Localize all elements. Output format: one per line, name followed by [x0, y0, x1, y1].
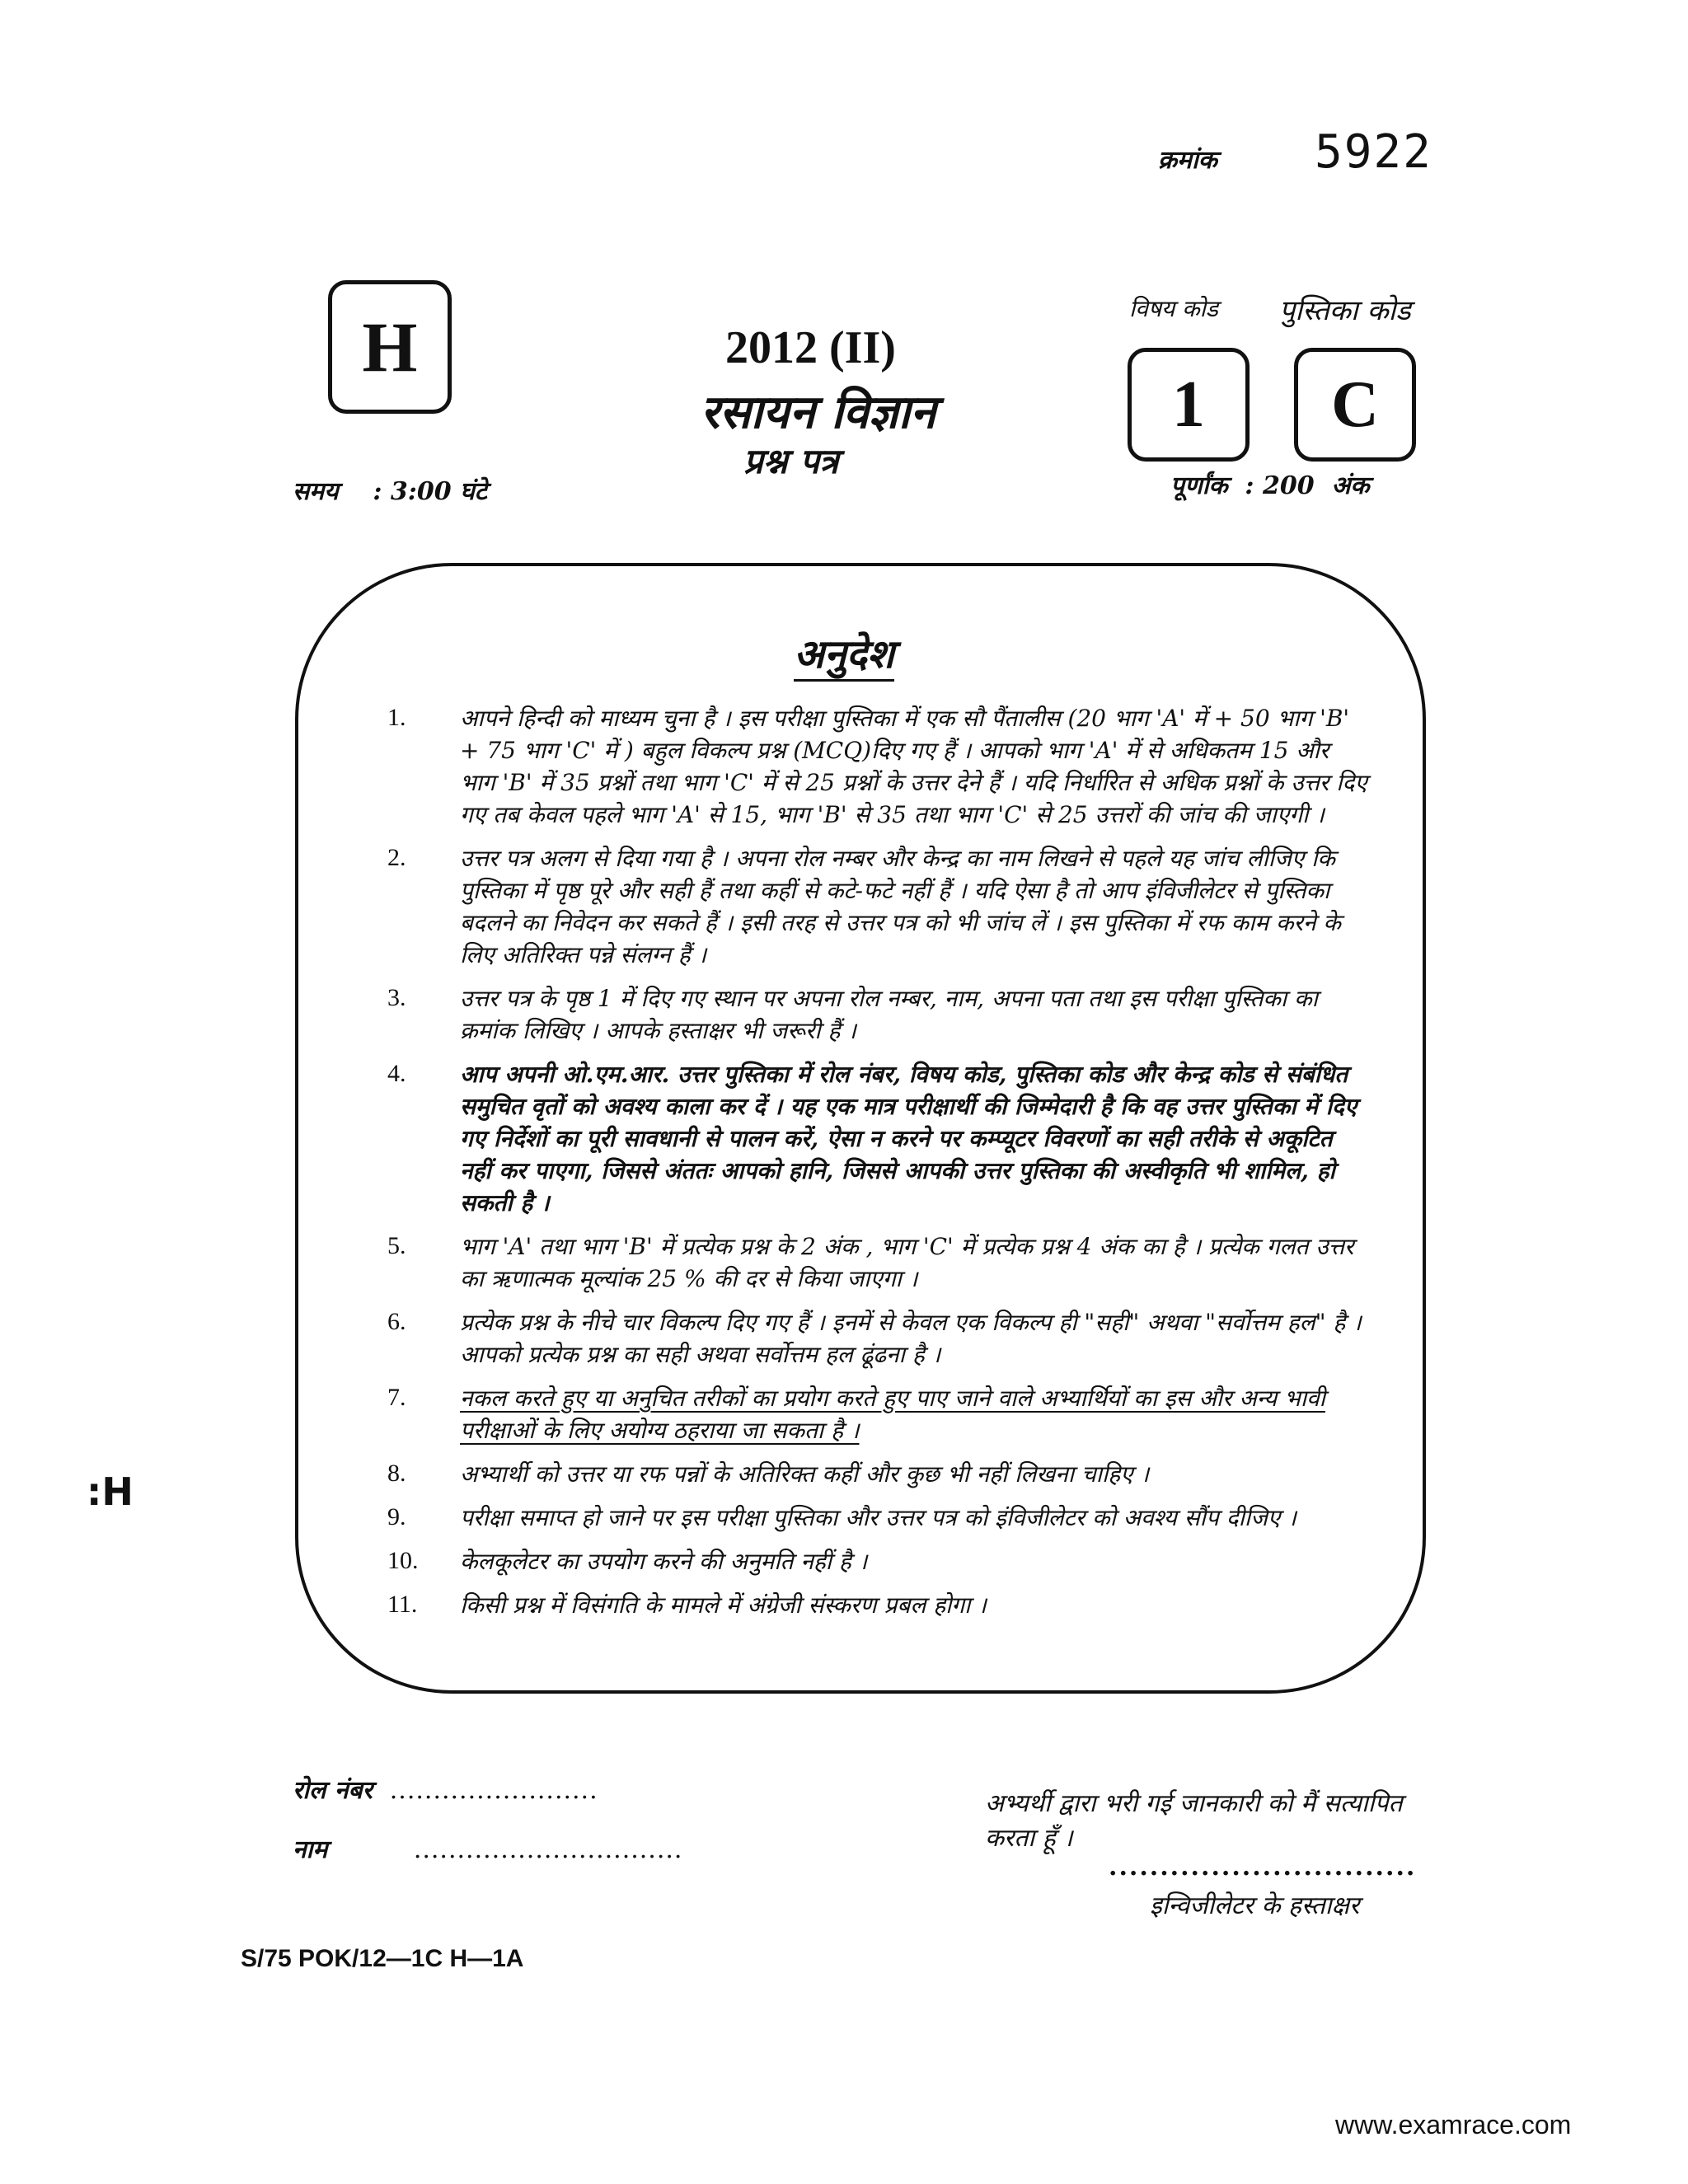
instruction-text: आपने हिन्दी को माध्यम चुना है । इस परीक्षा पुस्तिका में एक सौ पैंतालीस (20 भाग 'A' में + 50 भाग 'B' + 75 भाग 'C' में ) बहुल विकल्प प्रश्न (MCQ)दिए गए हैं । आपको भाग 'A' में से अधिकतम 15 और भाग 'B' में 35 प्रश्नों तथा भाग 'C' में से 25 प्रश्नों के उत्तर देने हैं । यदि निर्धारित से अधिक प्रश्नों के उत्तर दिए गए तब केवल पहले भाग 'A' से 15, भाग 'B' से 35 तथा भाग 'C' से 25 उत्तरों की जांच की जाएगी ।: [460, 705, 1367, 828]
roll-number-label: रोल नंबर: [293, 1776, 373, 1805]
instruction-number: 5.: [387, 1232, 406, 1259]
instruction-number: 2.: [387, 844, 406, 871]
marks-line: पूर्णांक : 200 अंक: [1170, 471, 1370, 500]
instruction-number: 8.: [387, 1460, 406, 1487]
instruction-list: [387, 702, 1368, 1633]
serial-label: क्रमांक: [1158, 146, 1217, 175]
signature-label: इन्विजीलेटर के हस्ताक्षर: [1150, 1891, 1360, 1920]
instruction-text: उत्तर पत्र अलग से दिया गया है । अपना रोल नम्बर और केन्द्र का नाम लिखने से पहले यह जांच लीजिए कि पुस्तिका में पृष्ठ पूरे और सही हैं तथा कहीं से कटे-फटे नहीं हैं । यदि ऐसा है तो आप इंविजीलेटर से पुस्तिका बदलने का निवेदन कर सकते हैं । इसी तरह से उत्तर पत्र को भी जांच लें । इस पुस्तिका में रफ काम करने के लिए अतिरिक्त पन्ने संलग्न हैं ।: [460, 845, 1341, 968]
instruction-item: [387, 1458, 1368, 1490]
instruction-number: 7.: [387, 1384, 406, 1411]
margin-mark: :H: [87, 1469, 134, 1514]
name-dots: ...............................: [413, 1835, 683, 1864]
instruction-number: 1.: [387, 704, 406, 731]
subject-code-box: 1: [1128, 348, 1250, 462]
booklet-code-box: C: [1294, 348, 1416, 462]
exam-year: 2012 (II): [725, 322, 896, 373]
instruction-text: अभ्यार्थी को उत्तर या रफ पन्नों के अतिरिक्त कहीं और कुछ भी नहीं लिखना चाहिए ।: [460, 1460, 1150, 1488]
instruction-text: केलकूलेटर का उपयोग करने की अनुमति नहीं है ।: [460, 1548, 868, 1575]
time-line: समय : 3:00 घंटे: [293, 477, 487, 506]
verification-text: अभ्यर्थी द्वारा भरी गई जानकारी को मैं सत्यापित करता हूँ ।: [985, 1789, 1403, 1853]
serial-number: 5922: [1315, 125, 1432, 179]
instruction-number: 10.: [387, 1547, 419, 1574]
instruction-item: [387, 1502, 1368, 1534]
instruction-text: उत्तर पत्र के पृष्ठ 1 में दिए गए स्थान पर अपना रोल नम्बर, नाम, अपना पता तथा इस परीक्षा पुस्तिका का क्रमांक लिखिए । आपके हस्ताक्षर भी जरूरी हैं ।: [460, 985, 1318, 1044]
instruction-item: [387, 1589, 1368, 1621]
instruction-item: [387, 1230, 1368, 1295]
name-line: [293, 1831, 682, 1865]
instruction-text: किसी प्रश्न में विसंगति के मामले में अंग्रेजी संस्करण प्रबल होगा ।: [460, 1591, 987, 1619]
instruction-item: [387, 702, 1368, 831]
language-code-box: H: [328, 280, 452, 414]
instruction-item: [387, 1382, 1368, 1446]
instruction-number: 11.: [387, 1591, 418, 1618]
signature-dots: ..............................: [1109, 1853, 1417, 1882]
roll-number-line: [293, 1772, 598, 1806]
instruction-text: नकल करते हुए या अनुचित तरीकों का प्रयोग करते हुए पाए जाने वाले अभ्यार्थियों का इस और अन्य भावी परीक्षाओं के लिए अयोग्य ठहराया जा सकता है ।: [460, 1385, 1325, 1444]
watermark: www.examrace.com: [1335, 2110, 1572, 2139]
instruction-text: परीक्षा समाप्त हो जाने पर इस परीक्षा पुस्तिका और उत्तर पत्र को इंविजीलेटर को अवश्य सौंप दीजिए ।: [460, 1504, 1296, 1531]
instructions-heading-text: अनुदेश: [794, 631, 893, 682]
instruction-text: भाग 'A' तथा भाग 'B' में प्रत्येक प्रश्न के 2 अंक , भाग 'C' में प्रत्येक प्रश्न 4 अंक का है । प्रत्येक गलत उत्तर का ऋणात्मक मूल्यांक 25 % की दर से किया जाएगा ।: [460, 1233, 1354, 1292]
instruction-item: [387, 1058, 1368, 1219]
subject-code-label: विषय कोड: [1129, 295, 1218, 322]
instruction-item: [387, 982, 1368, 1047]
instructions-heading: [0, 626, 1688, 680]
instruction-number: 9.: [387, 1503, 406, 1530]
paper-type: प्रश्न पत्र: [743, 441, 839, 481]
instruction-number: 3.: [387, 984, 406, 1011]
instruction-item: [387, 1545, 1368, 1577]
document-code: S/75 POK/12—1C H—1A: [241, 1945, 524, 1972]
instruction-number: 6.: [387, 1308, 406, 1335]
instruction-item: [387, 842, 1368, 971]
instruction-text: आप अपनी ओ.एम.आर. उत्तर पुस्तिका में रोल नंबर, विषय कोड, पुस्तिका कोड और केन्द्र कोड से संबंधित समुचित वृतों को अवश्य काला कर दें । यह एक मात्र परीक्षार्थी की जिम्मेदारी है कि वह उत्तर पुस्तिका में दिए गए निर्देशों का पूरी सावधानी से पालन करें, ऐसा न करने पर कम्प्यूटर विवरणों का सही तरीके से अकूटित नहीं कर पाएगा, जिससे अंततः आपको हानि, जिससे आपकी उत्तर पुस्तिका की अस्वीकृति भी शामिल, हो सकती है ।: [460, 1061, 1357, 1216]
roll-number-dots: ........................: [389, 1776, 598, 1805]
instruction-number: 4.: [387, 1060, 406, 1087]
booklet-code-label: पुस्तिका कोड: [1279, 294, 1411, 327]
name-label: नाम: [293, 1835, 328, 1864]
instruction-text: प्रत्येक प्रश्न के नीचे चार विकल्प दिए गए हैं । इनमें से केवल एक विकल्प ही "सही" अथवा "सर्वोत्तम हल" है । आपको प्रत्येक प्रश्न का सही अथवा सर्वोत्तम हल ढूंढना है ।: [460, 1309, 1362, 1368]
subject-name: रसायन विज्ञान: [701, 385, 936, 439]
instruction-item: [387, 1306, 1368, 1371]
